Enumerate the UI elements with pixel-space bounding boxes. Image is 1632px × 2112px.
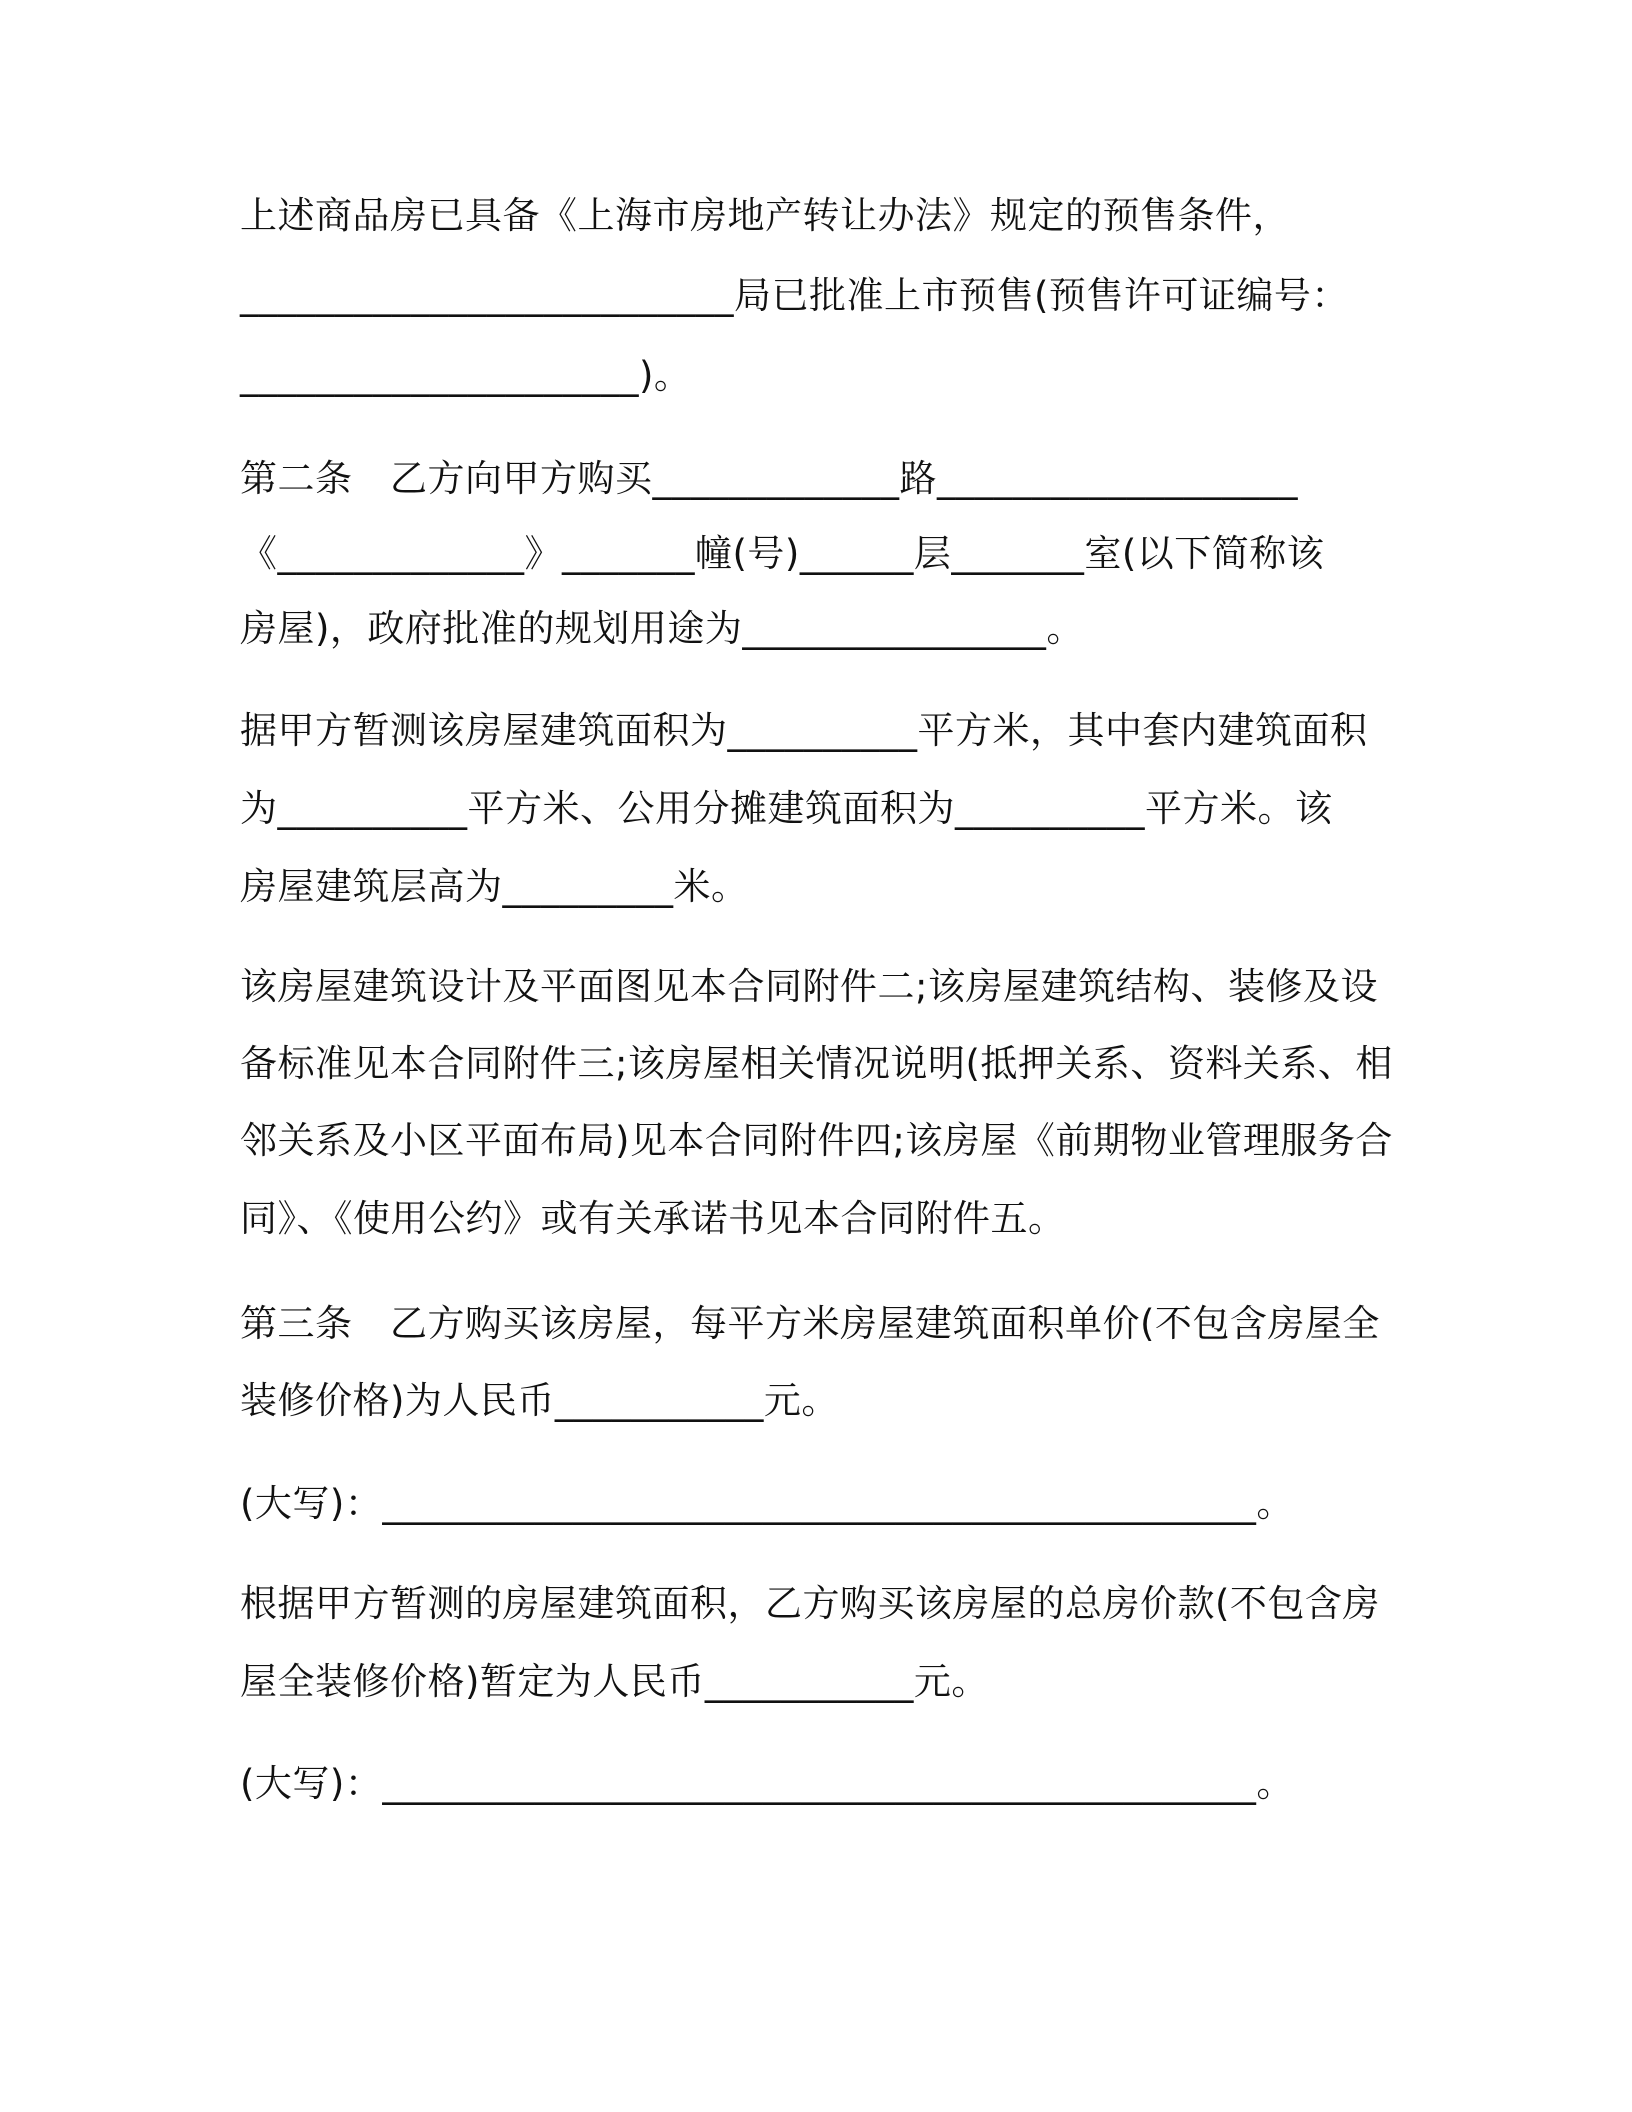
text-line: 装修价格)为人民币___________元。: [240, 1379, 839, 1422]
text-line: _____________________)。: [240, 354, 692, 397]
text-line: 第二条 乙方向甲方购买_____________路___________________: [240, 457, 1298, 500]
text-line: 根据甲方暂测的房屋建筑面积，乙方购买该房屋的总房价款(不包含房: [240, 1582, 1380, 1625]
text-line: 该房屋建筑设计及平面图见本合同附件二;该房屋建筑结构、装修及设: [240, 965, 1378, 1008]
text-line: 为__________平方米、公用分摊建筑面积为__________平方米。该: [240, 787, 1333, 830]
text-line: 第三条 乙方购买该房屋，每平方米房屋建筑面积单价(不包含房屋全: [240, 1302, 1380, 1345]
text-line: 备标准见本合同附件三;该房屋相关情况说明(抵押关系、资料关系、相: [240, 1042, 1393, 1085]
text-line: __________________________局已批准上市预售(预售许可证编号：: [240, 274, 1349, 317]
text-line: 房屋建筑层高为_________米。: [240, 865, 749, 908]
text-line: 同》、《使用公约》或有关承诺书见本合同附件五。: [240, 1197, 1066, 1240]
text-line: 据甲方暂测该房屋建筑面积为__________平方米，其中套内建筑面积: [240, 709, 1368, 752]
text-line: 上述商品房已具备《上海市房地产转让办法》规定的预售条件，: [240, 194, 1290, 237]
text-line: 《_____________》_______幢(号)______层_______室(以下简称该: [240, 532, 1325, 575]
text-line: 房屋)，政府批准的规划用途为________________。: [240, 607, 1084, 650]
text-line: 屋全装修价格)暂定为人民币___________元。: [240, 1660, 989, 1703]
text-line: (大写)：______________________________________________。: [240, 1762, 1294, 1805]
text-line: 邻关系及小区平面布局)见本合同附件四;该房屋《前期物业管理服务合: [240, 1119, 1393, 1162]
text-line: (大写)：______________________________________________。: [240, 1482, 1294, 1525]
